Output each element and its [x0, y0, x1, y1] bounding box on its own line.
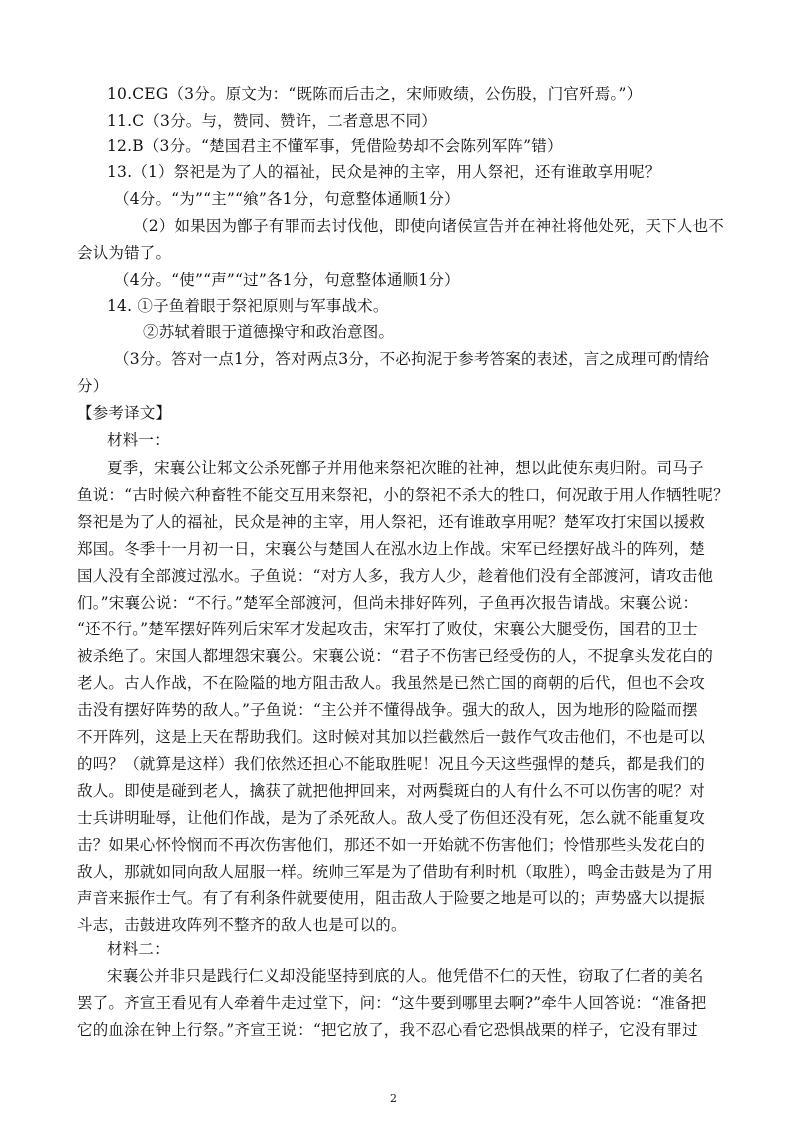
material-1-text-line: 夏季，宋襄公让邾文公杀死鄫子并用他来祭祀次睢的社神，想以此使东夷归附。司马子: [107, 459, 704, 477]
answer-12: 12.B（3分。“楚国君主不懂军事，凭借险势却不会陈列军阵”错）: [107, 137, 563, 155]
material-1-text-line: 敌人，那就如同向敌人屈服一样。统帅三军是为了借助有利时机（取胜），鸣金击鼓是为了用: [77, 862, 713, 881]
answer-13-part-1: 13.（1）祭祀是为了人的福祉，民众是神的主宰，用人祭祀，还有谁敢享用呢？: [107, 163, 661, 181]
answer-11: 11.C（3分。与，赞同、赞许，二者意思不同）: [107, 112, 437, 130]
material-2-label: 材料二：: [107, 940, 170, 958]
material-2-text-line: 罢了。齐宣王看见有人牵着牛走过堂下，问：“这牛要到哪里去啊?”牵牛人回答说：“准备把: [77, 993, 707, 1012]
material-1-text-line: 国人没有全部渡过泓水。子鱼说：“对方人多，我方人少，趁着他们没有全部渡河，请攻击他: [77, 566, 714, 585]
material-1-text-line: 击没有摆好阵势的敌人。”子鱼说：“主公并不懂得战争。强大的敌人，因为地形的险隘而摆: [77, 701, 698, 720]
answer-13-part-2: （2）如果因为鄫子有罪而去讨伐他，即使向诸侯宣告并在神社将他处死，天下人也不: [133, 217, 724, 235]
answer-14-scoring-cont: 分）: [77, 377, 109, 395]
material-1-text-line: 被杀绝了。宋国人都埋怨宋襄公。宋襄公说：“君子不伤害已经受伤的人，不捉拿头发花白的: [77, 647, 714, 666]
answer-10: 10.CEG（3分。原文为：“既陈而后击之，宋师败绩，公伤股，门官歼焉。”）: [107, 85, 643, 103]
material-1-text-line: 声音来振作士气。有了有利条件就要使用，阻击敌人于险要之地是可以的；声势盛大以提振: [77, 889, 706, 908]
translation-heading: 【参考译文】: [77, 404, 172, 422]
answer-14-point-2: ②苏轼着眼于道德操守和政治意图。: [143, 323, 395, 341]
answer-13-part-2-cont: 会认为错了。: [77, 244, 172, 262]
answer-14-point-1: 14. ①子鱼着眼于祭祀原则与军事战术。: [107, 297, 389, 315]
material-2-text-line: 宋襄公并非只是践行仁义却没能坚持到底的人。他凭借不仁的天性，窃取了仁者的美名: [107, 967, 704, 985]
material-1-text-line: “还不行。”楚军摆好阵列后宋军才发起攻击，宋军打了败仗，宋襄公大腿受伤，国君的卫士: [77, 620, 698, 639]
material-1-text-line: 士兵讲明耻辱，让他们作战，是为了杀死敌人。敌人受了伤但还没有死，怎么就不能重复攻: [77, 808, 706, 827]
answer-13-part-2-scoring: （4分。“使”“声”“过”各1分，句意整体通顺1分）: [114, 271, 460, 289]
material-2-text-line: 它的血涂在钟上行祭。”齐宣王说：“把它放了，我不忍心看它恐惧战栗的样子，它没有罪过: [77, 1020, 698, 1039]
material-1-text-line: 鱼说：“古时候六种畜牲不能交互用来祭祀，小的祭祀不杀大的牲口，何况敢于用人作牺牲呢？: [77, 485, 729, 504]
material-1-text-line: 们。”宋襄公说：“不行。”楚军全部渡河，但尚未排好阵列，子鱼再次报告请战。宋襄公说：: [77, 593, 699, 612]
material-1-text-line: 斗志，击鼓进攻阵列不整齐的敌人也是可以的。: [77, 916, 407, 935]
material-1-text-line: 击？如果心怀怜悯而不再次伤害他们，那还不如一开始就不伤害他们；怜惜那些头发花白的: [77, 835, 706, 854]
answer-14-scoring: （3分。答对一点1分，答对两点3分，不必拘泥于参考答案的表述，言之成理可酌情给: [114, 350, 710, 368]
material-1-text-line: 的吗？（就算是这样）我们依然还担心不能取胜呢！况且今天这些强悍的楚兵，都是我们的: [77, 754, 706, 773]
page-number: 2: [390, 1092, 397, 1105]
material-1-text-line: 敌人。即使是碰到老人，擒获了就把他押回来，对两鬓斑白的人有什么不可以伤害的呢？对: [77, 781, 706, 800]
material-1-text-line: 祭祀是为了人的福祉，民众是神的主宰，用人祭祀，还有谁敢享用呢？楚军攻打宋国以援救: [77, 512, 706, 531]
material-1-text-line: 不开阵列，这是上天在帮助我们。这时候对其加以拦截然后一鼓作气攻击他们，不也是可以: [77, 728, 706, 746]
material-1-text-line: 老人。古人作战，不在险隘的地方阻击敌人。我虽然是已然亡国的商朝的后代，但也不会攻: [77, 674, 706, 693]
answer-13-part-1-scoring: （4分。“为”“主”“飨”各1分，句意整体通顺1分）: [114, 190, 460, 208]
material-1-label: 材料一：: [107, 431, 170, 449]
material-1-text-line: 郑国。冬季十一月初一日，宋襄公与楚国人在泓水边上作战。宋军已经摆好战斗的阵列，楚: [77, 539, 706, 558]
